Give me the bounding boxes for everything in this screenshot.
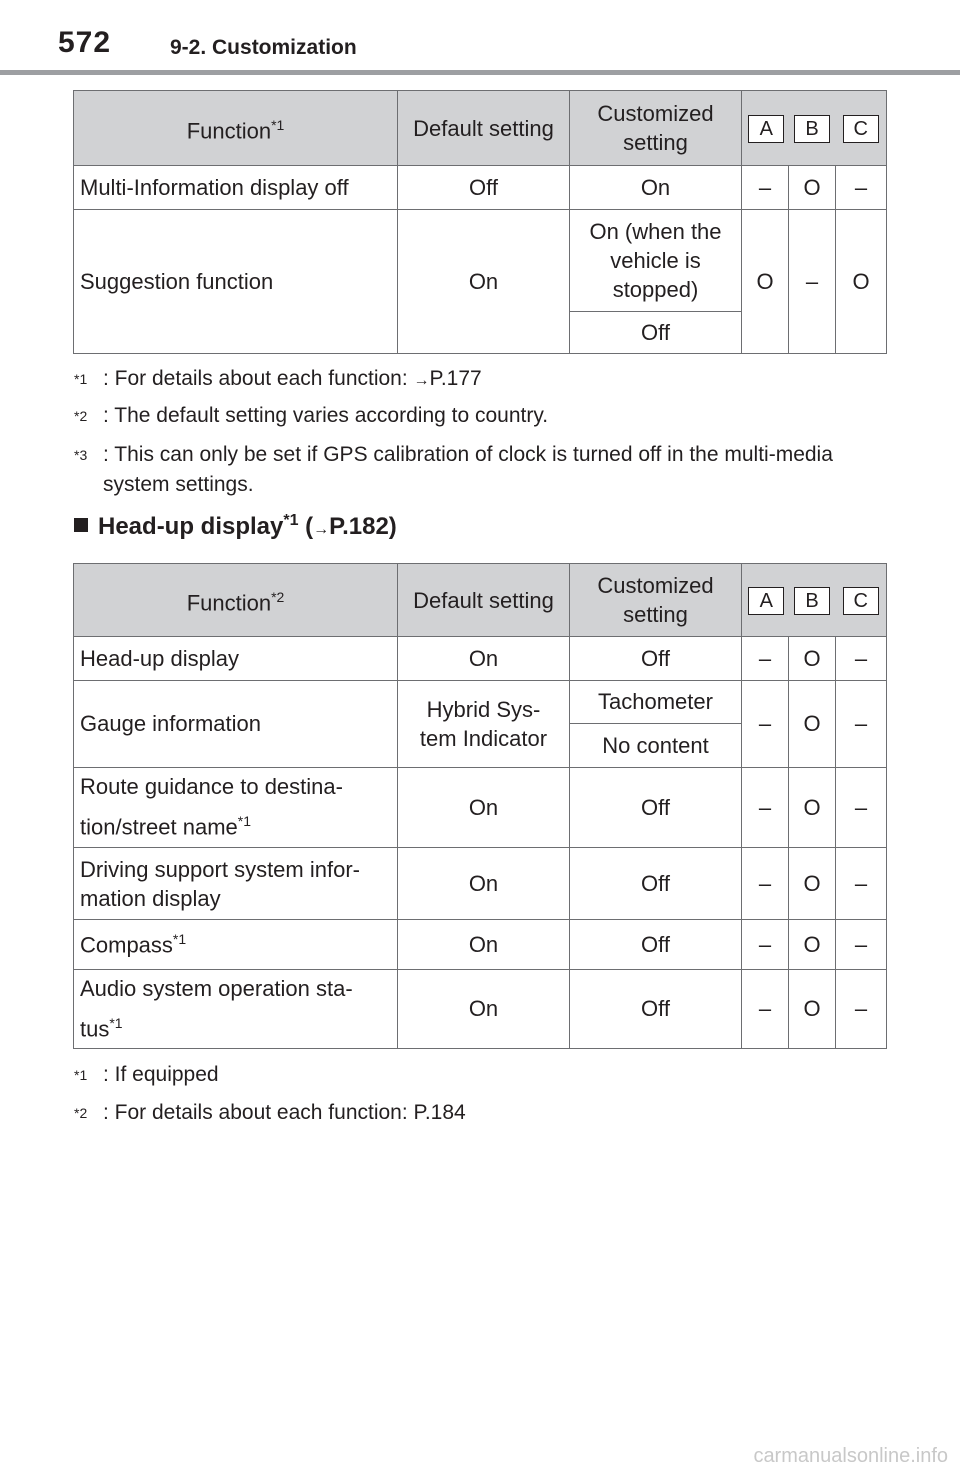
watermark: carmanualsonline.info (753, 1445, 948, 1467)
header-customized: Customized setting (570, 91, 742, 166)
table-header-row (74, 564, 887, 637)
customization-table-2 (73, 563, 887, 1049)
header-rule (0, 70, 960, 75)
subheading: Head-up display$^{*1}$ (→P.182) (74, 512, 397, 541)
header-a: A (742, 564, 789, 637)
table-row: Gauge information Hybrid Sys- tem Indicator Tachometer – O – (74, 681, 887, 724)
page-header (0, 0, 960, 76)
header-b: B (789, 564, 836, 637)
arrow-right-icon: → (313, 521, 330, 538)
table-row: Compass$^{*1}$ On Off – O – (74, 920, 887, 970)
table-row: Off (74, 312, 887, 354)
table-row: Multi-Information display off Off On – O – (74, 166, 887, 210)
header-function: Function$^{*2}$ (74, 564, 398, 637)
header-c: C (836, 91, 887, 166)
section-title: 9-2. Customization (170, 36, 357, 59)
footnote: *1 : If equipped (74, 1063, 219, 1086)
table-row: Route guidance to destina- tion/street name$^{*1}$ On Off – O – (74, 768, 887, 848)
header-function: Function$^{*1}$ (74, 91, 398, 166)
footnote: *2 : The default setting varies according to country. (74, 404, 549, 427)
header-a: A (742, 91, 789, 166)
arrow-right-icon: → (413, 372, 430, 389)
table-row: Head-up display On Off – O – (74, 637, 887, 681)
table-row: No content (74, 724, 887, 768)
footnote: *3 : This can only be set if GPS calibration of clock is turned off in the multi-media system settings. (74, 443, 833, 496)
header-c: C (836, 564, 887, 637)
table-row: Driving support system infor- mation display On Off – O – (74, 848, 887, 920)
header-default: Default setting (398, 91, 570, 166)
table-row: Audio system operation sta- tus$^{*1}$ On Off – O – (74, 970, 887, 1049)
page-number: 572 (58, 26, 112, 59)
customization-table-1 (73, 90, 887, 354)
header-b: B (789, 91, 836, 166)
bullet-square-icon (74, 518, 88, 532)
header-default: Default setting (398, 564, 570, 637)
table-header-row (74, 91, 887, 166)
footnote: *2 : For details about each function: P.184 (74, 1101, 466, 1124)
table-row: Suggestion function On On (when the vehicle is stopped) O – O (74, 210, 887, 312)
footnote: *1 : For details about each function: →P.177 (74, 367, 482, 390)
header-customized: Customized setting (570, 564, 742, 637)
